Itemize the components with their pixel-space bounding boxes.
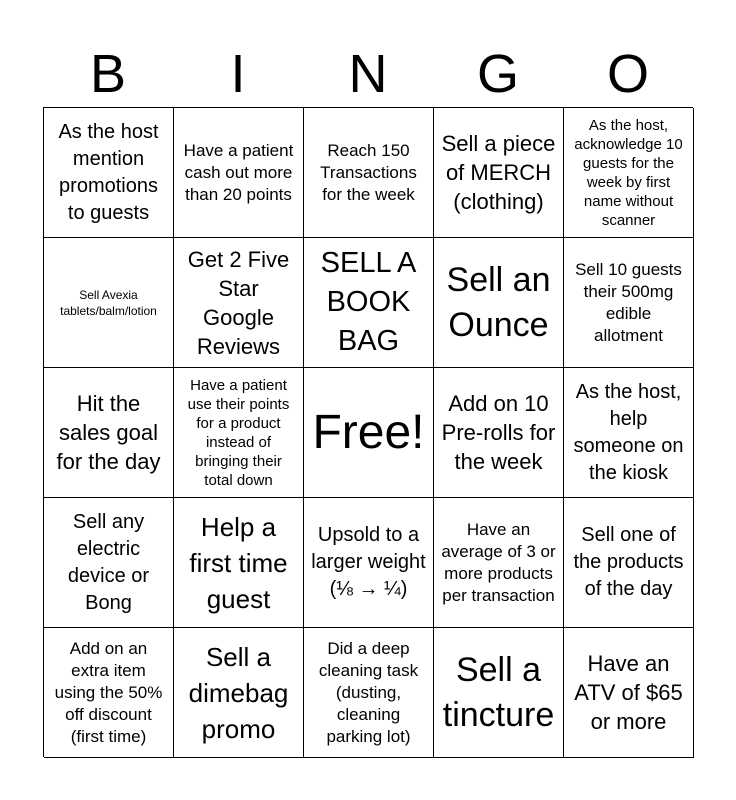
cell-text: Upsold to a larger weight (⅛ → ¼) <box>311 524 426 600</box>
bingo-cell-r3c2[interactable] <box>174 368 304 498</box>
bingo-cell-r4c4[interactable] <box>434 498 564 628</box>
cell-text: Hit the sales goal for the day <box>56 391 161 474</box>
cell-text: Reach 150 Transactions for the week <box>320 140 417 204</box>
cell-text: As the host mention promotions to guests <box>58 120 159 224</box>
cell-text: Help a first time guest <box>189 511 288 614</box>
bingo-cell-r5c3[interactable] <box>304 628 434 758</box>
cell-text: Sell 10 guests their 500mg edible allotment <box>575 259 682 345</box>
bingo-cell-r1c5[interactable] <box>564 108 694 238</box>
cell-text: SELL A BOOK BAG <box>320 247 417 357</box>
cell-text: Sell an Ounce <box>446 260 551 344</box>
header-letter-g: G <box>476 44 519 104</box>
bingo-cell-r2c4[interactable] <box>434 238 564 368</box>
cell-text: Sell a piece of MERCH (clothing) <box>441 131 556 214</box>
bingo-cell-r5c4[interactable] <box>434 628 564 758</box>
cell-text: Did a deep cleaning task (dusting, cleaning parking lot) <box>318 638 419 746</box>
header-letter-o: O <box>606 44 649 104</box>
bingo-cell-r2c1[interactable] <box>44 238 174 368</box>
cell-text: Sell any electric device or Bong <box>67 510 150 614</box>
header-letter-n: N <box>348 44 388 104</box>
cell-text: Add on an extra item using the 50% off discount (first time) <box>54 638 163 746</box>
bingo-cell-r5c1[interactable] <box>44 628 174 758</box>
bingo-cell-r3c4[interactable] <box>434 368 564 498</box>
bingo-cell-r3c1[interactable] <box>44 368 174 498</box>
bingo-cell-r3c5[interactable] <box>564 368 694 498</box>
cell-text: As the host, acknowledge 10 guests for the week by first name without scanner <box>574 116 683 229</box>
cell-text: As the host, help someone on the kiosk <box>573 380 684 484</box>
cell-text: Sell a tincture <box>442 650 555 734</box>
bingo-cell-r4c5[interactable] <box>564 498 694 628</box>
bingo-cell-r5c2[interactable] <box>174 628 304 758</box>
cell-text: Have a patient cash out more than 20 points <box>183 140 294 204</box>
cell-text: Have an ATV of $65 or more <box>574 651 683 734</box>
bingo-header <box>43 40 693 108</box>
cell-text: Sell one of the products of the day <box>573 524 684 600</box>
bingo-cell-r2c3[interactable] <box>304 238 434 368</box>
header-letter-b: B <box>89 44 127 104</box>
free-space-text: Free! <box>312 405 425 459</box>
bingo-cell-r5c5[interactable] <box>564 628 694 758</box>
bingo-cell-r2c5[interactable] <box>564 238 694 368</box>
bingo-cell-r4c2[interactable] <box>174 498 304 628</box>
bingo-cell-free[interactable] <box>304 368 434 498</box>
bingo-cell-r4c3[interactable] <box>304 498 434 628</box>
cell-text: Sell Avexia tablets/balm/lotion <box>60 287 157 318</box>
cell-text: Get 2 Five Star Google Reviews <box>187 246 290 359</box>
bingo-cell-r1c2[interactable] <box>174 108 304 238</box>
bingo-grid <box>43 107 693 757</box>
cell-text: Sell a dimebag promo <box>188 641 289 744</box>
header-letter-i: I <box>230 44 246 104</box>
bingo-cell-r4c1[interactable] <box>44 498 174 628</box>
cell-text: Have an average of 3 or more products per transaction <box>441 519 556 605</box>
cell-text: Add on 10 Pre-rolls for the week <box>441 391 556 474</box>
bingo-cell-r2c2[interactable] <box>174 238 304 368</box>
cell-text: Have a patient use their points for a product instead of bringing their total down <box>187 376 290 489</box>
bingo-cell-r1c4[interactable] <box>434 108 564 238</box>
bingo-cell-r1c3[interactable] <box>304 108 434 238</box>
bingo-cell-r1c1[interactable] <box>44 108 174 238</box>
